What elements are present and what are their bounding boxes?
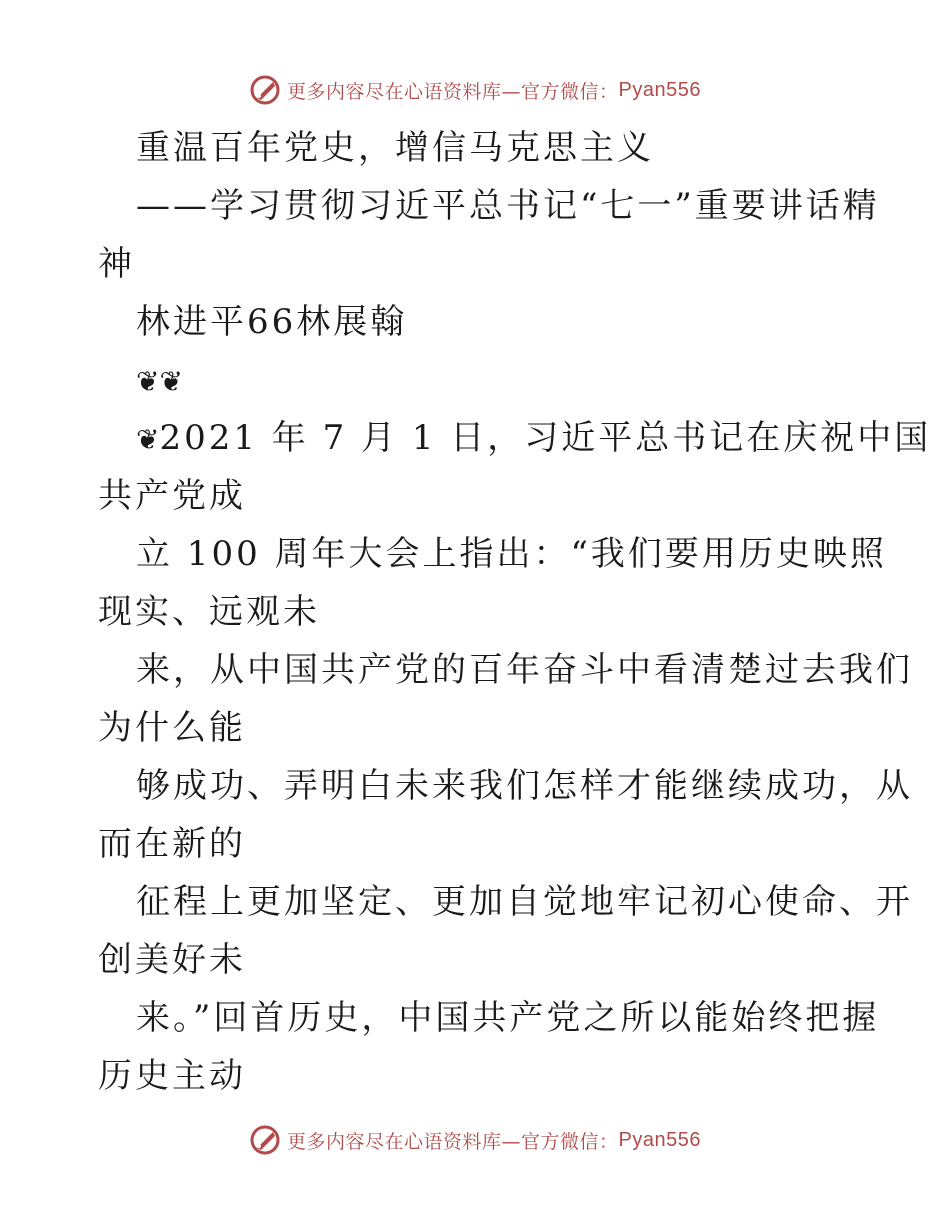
- paragraph-line: 而在新的: [98, 824, 246, 864]
- quill-logo-icon: [249, 1124, 281, 1156]
- paragraph-line: 征程上更加坚定、更加自觉地牢记初心使命、开: [136, 882, 913, 922]
- doc-subtitle: ——学习贯彻习近平总书记“七一”重要讲话精: [136, 186, 880, 226]
- watermark-text: 更多内容尽在心语资料库—官方微信：: [287, 80, 619, 103]
- header-watermark: [0, 70, 950, 110]
- paragraph-line: 来。”回首历史，中国共产党之所以能始终把握: [136, 998, 880, 1038]
- doc-subtitle-cont: 神: [98, 244, 135, 284]
- ornament-row: [98, 354, 183, 406]
- paragraph-line: [98, 412, 931, 464]
- paragraph-line: 创美好未: [98, 940, 246, 980]
- watermark-text: 更多内容尽在心语资料库—官方微信：: [287, 1130, 619, 1153]
- paragraph-line: 为什么能: [98, 708, 246, 748]
- paragraph-line: 历史主动: [98, 1056, 246, 1096]
- paragraph-line: 够成功、弄明白未来我们怎样才能继续成功，从: [136, 766, 913, 806]
- watermark-handle: Pyan556: [618, 78, 701, 101]
- paragraph-line: 立 100 周年大会上指出：“我们要用历史映照: [136, 534, 887, 574]
- ornament-icon: ❦: [136, 365, 160, 398]
- paragraph-line: 现实、远观未: [98, 592, 320, 632]
- watermark-handle: Pyan556: [618, 1128, 701, 1151]
- quill-logo-icon: [249, 74, 281, 106]
- paragraph-line: 共产党成: [98, 476, 246, 516]
- ornament-icon: ❦: [159, 365, 183, 398]
- paragraph-text: 2021 年 7 月 1 日，习近平总书记在庆祝中国: [159, 418, 932, 458]
- doc-title: 重温百年党史，增信马克思主义: [136, 128, 654, 168]
- paragraph-line: 来，从中国共产党的百年奋斗中看清楚过去我们: [136, 650, 913, 690]
- doc-authors: 林进平66林展翰: [136, 302, 408, 342]
- ornament-icon: ❦: [136, 423, 160, 456]
- footer-watermark: [0, 1120, 950, 1160]
